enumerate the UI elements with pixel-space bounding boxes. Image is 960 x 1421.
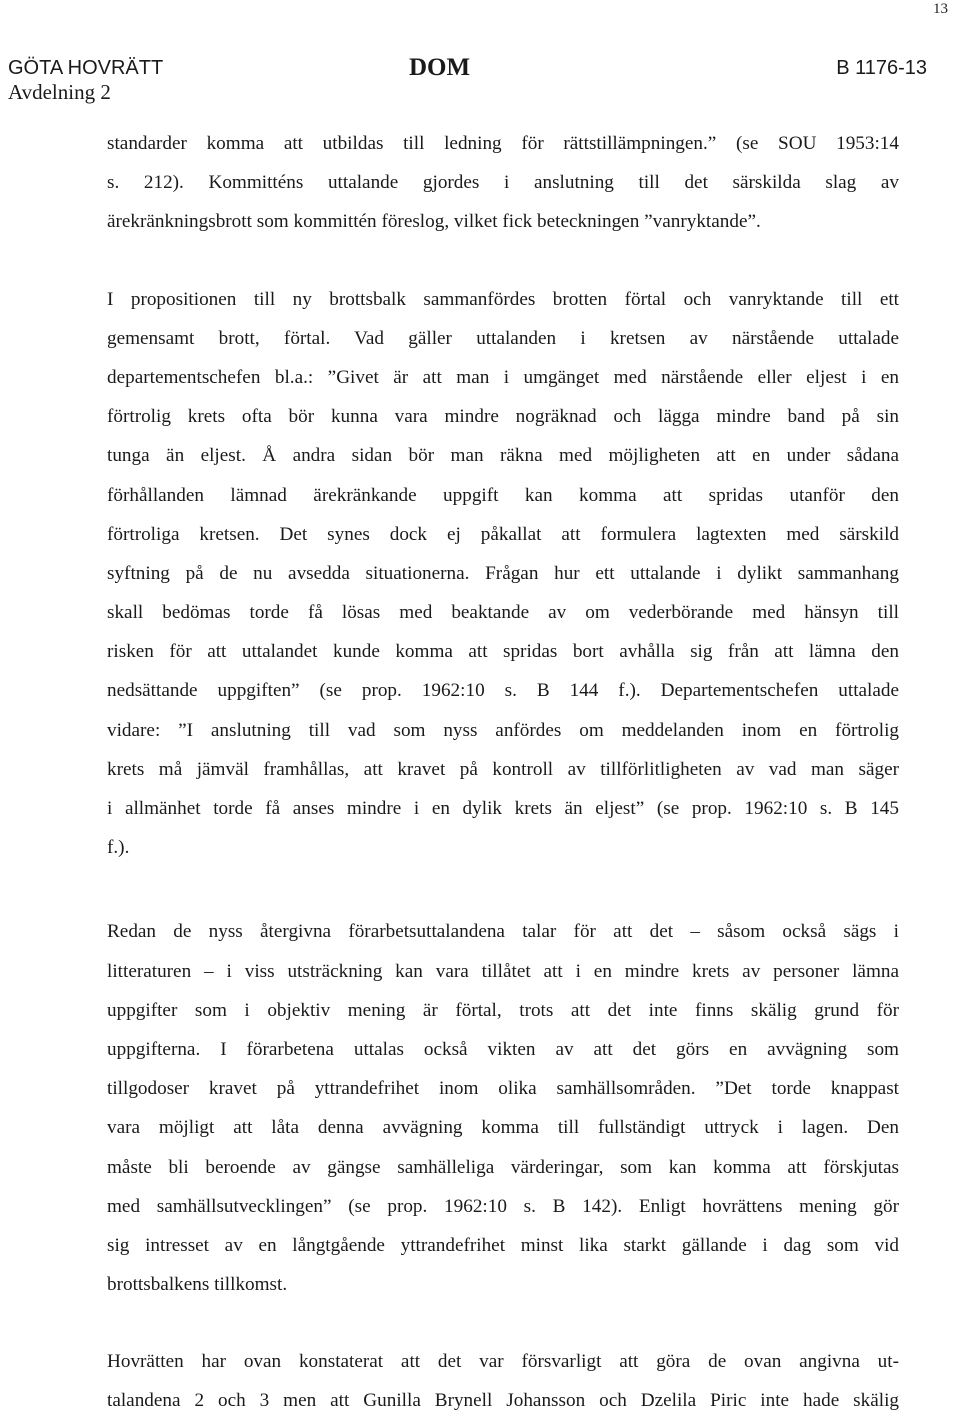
page-number: 13 xyxy=(933,1,948,17)
paragraph-spacer xyxy=(107,867,899,912)
text-line: brottsbalkens tillkomst. xyxy=(107,1274,288,1296)
body-text xyxy=(107,124,899,1421)
text-line: förtrolig krets ofta bör kunna vara mindre nogräknad och lägga mindre band på sin xyxy=(107,406,899,428)
text-line: krets må jämväl framhållas, att kravet på kontroll av tillförlitligheten av vad man säger xyxy=(107,758,899,780)
text-line: vara möjligt att låta denna avvägning komma till fullständigt uttryck i lagen. Den xyxy=(107,1117,899,1139)
text-line: vidare: ”I anslutning till vad som nyss anfördes om meddelanden inom en förtrolig xyxy=(107,719,899,741)
text-line: uppgifter som i objektiv mening är förtal, trots att det inte finns skälig grund för xyxy=(107,999,899,1021)
paragraph xyxy=(107,912,899,1304)
text-line: f.). xyxy=(107,837,130,859)
text-line: I propositionen till ny brottsbalk sammanfördes brotten förtal och vanryktande till ett xyxy=(107,288,899,310)
text-line: skall bedömas torde få lösas med beaktande av om vederbörande med hänsyn till xyxy=(107,602,899,624)
text-line: Hovrätten har ovan konstaterat att det var försvarligt att göra de ovan angivna ut- xyxy=(107,1351,899,1373)
text-line: syftning på de nu avsedda situationerna. Frågan hur ett uttalande i dylikt sammanhang xyxy=(107,562,899,584)
text-line: gemensamt brott, förtal. Vad gäller uttalanden i kretsen av närstående uttalade xyxy=(107,327,899,349)
text-line: med samhällsutvecklingen” (se prop. 1962:10 s. B 142). Enligt hovrättens mening gör xyxy=(107,1195,899,1217)
text-line: tillgodoser kravet på yttrandefrihet inom olika samhällsområden. ”Det torde knappast xyxy=(107,1078,899,1100)
text-line: uppgifterna. I förarbetena uttalas också vikten av att det görs en avvägning som xyxy=(107,1038,899,1060)
text-line: sig intresset av en långtgående yttrandefrihet minst lika starkt gällande i dag som vid xyxy=(107,1234,899,1256)
paragraph-spacer xyxy=(107,1304,899,1342)
text-line: standarder komma att utbildas till ledning för rättstillämpningen.” (se SOU 1953:14 xyxy=(107,133,899,154)
text-line: måste bli beroende av gängse samhälleliga värderingar, som kan komma att förskjutas xyxy=(107,1156,899,1178)
text-line: litteraturen – i viss utsträckning kan vara tillåtet att i en mindre krets av personer lämna xyxy=(107,960,899,982)
text-line: s. 212). Kommitténs uttalande gjordes i anslutning till det särskilda slag av xyxy=(107,172,899,194)
text-line: nedsättande uppgiften” (se prop. 1962:10 s. B 144 f.). Departementschefen uttalade xyxy=(107,680,899,702)
court-division: Avdelning 2 xyxy=(8,80,111,104)
text-line: tunga än eljest. Å andra sidan bör man räkna med möjligheten att en under sådana xyxy=(107,445,899,467)
text-line: ärekränkningsbrott som kommittén föreslog, vilket fick beteckningen ”vanryktande”. xyxy=(107,211,761,233)
document-type: DOM xyxy=(409,54,471,81)
text-line: förtroliga kretsen. Det synes dock ej påkallat att formulera lagtexten med särskild xyxy=(107,523,899,545)
paragraph xyxy=(107,1342,899,1420)
court-name: GÖTA HOVRÄTT xyxy=(8,57,164,79)
text-line: Redan de nyss återgivna förarbetsuttalandena talar för att det – såsom också sägs i xyxy=(107,921,899,943)
text-line: talandena 2 och 3 men att Gunilla Brynell Johansson och Dzelila Piric inte hade skälig xyxy=(107,1390,899,1412)
paragraph xyxy=(107,124,899,242)
text-line: förhållanden lämnad ärekränkande uppgift kan komma att spridas utanför den xyxy=(107,484,899,506)
paragraph xyxy=(107,280,899,868)
paragraph-spacer xyxy=(107,242,899,280)
text-line: departementschefen bl.a.: ”Givet är att man i umgänget med närstående eller eljest i en xyxy=(107,366,899,388)
text-line: risken för att uttalandet kunde komma att spridas bort avhålla sig från att lämna den xyxy=(107,641,899,663)
case-number: B 1176-13 xyxy=(836,57,927,79)
text-line: i allmänhet torde få anses mindre i en dylik krets än eljest” (se prop. 1962:10 s. B 145 xyxy=(107,798,899,819)
